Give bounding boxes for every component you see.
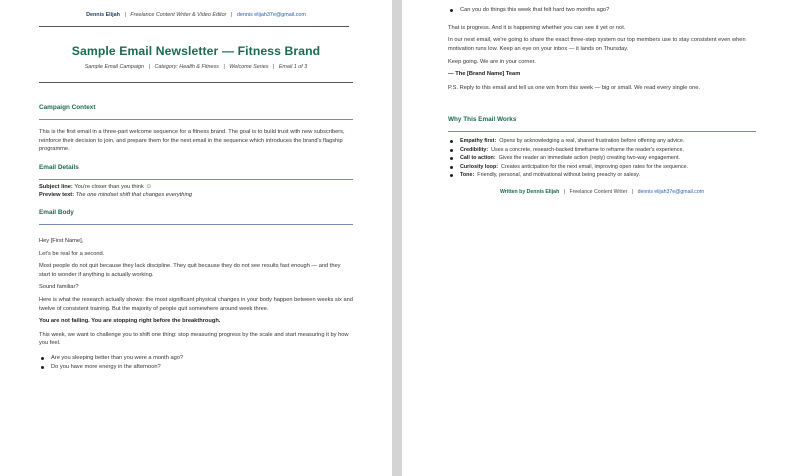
list-item: Tone: Friendly, personal, and motivational without being preachy or salesy. bbox=[448, 171, 756, 179]
author-email-link[interactable]: dennis elijah37e@gmail.com bbox=[236, 12, 306, 18]
list-item: Call to action: Gives the reader an immediate action (reply) creating two-way engagement. bbox=[448, 154, 756, 162]
email-greeting: Hey [First Name], bbox=[39, 237, 84, 244]
subtitle-series: Welcome Series bbox=[229, 64, 269, 70]
list-item: Credibility: Uses a concrete, research-backed timeframe to reframe the reader's experience. bbox=[448, 146, 756, 154]
author-name: Dennis Elijah bbox=[86, 12, 120, 18]
document-footer: Written by Dennis Elijah | Freelance Content Writer | dennis elijah37e@gmail.com bbox=[499, 189, 705, 196]
preview-text-line bbox=[39, 191, 353, 200]
email-postscript: P.S. Reply to this email and tell us one win from this week — big or small. We read every single one. bbox=[448, 84, 701, 91]
section-rule bbox=[448, 131, 756, 132]
email-paragraph: Keep going. We are in your corner. bbox=[448, 58, 536, 65]
why-works-list bbox=[448, 137, 756, 179]
email-paragraph: Most people do not quit because they lack discipline. They quit because they do not see results fast enough — and they start to wonder if anything is actually working. bbox=[39, 263, 341, 278]
author-role: Freelance Content Writer & Video Editor bbox=[130, 12, 227, 18]
page-gap bbox=[392, 0, 402, 476]
section-rule bbox=[39, 224, 353, 225]
list-item: Do you have more energy in the afternoon? bbox=[39, 363, 353, 372]
subject-label: Subject line: bbox=[39, 183, 73, 190]
subtitle-campaign: Sample Email Campaign bbox=[84, 64, 145, 70]
email-signoff: — The [Brand Name] Team bbox=[448, 71, 521, 78]
preview-label: Preview text: bbox=[39, 192, 75, 199]
header-byline: Dennis Elijah | Freelance Content Writer & Video Editor | dennis elijah37e@gmail.com bbox=[86, 12, 306, 18]
document-page-2 bbox=[402, 0, 800, 476]
email-paragraph: Here is what the research actually shows: the most significant physical changes in your body happen between weeks six and twelve of consistent training. But the majority of people quit somewhere around week three. bbox=[39, 296, 353, 312]
section-heading-campaign-context: Campaign Context bbox=[39, 104, 96, 111]
document-title: Sample Email Newsletter — Fitness Brand bbox=[71, 44, 321, 58]
smile-icon: ☺ bbox=[145, 182, 153, 190]
document-page-1 bbox=[0, 0, 392, 476]
footer-email-link[interactable]: dennis elijah37e@gmail.com bbox=[637, 189, 705, 196]
subject-value: You're closer than you think bbox=[74, 183, 144, 190]
list-item: Curiosity loop: Creates anticipation for the next email, improving open rates for the sequence. bbox=[448, 163, 756, 171]
list-item: Empathy first: Opens by acknowledging a real, shared frustration before offering any advice. bbox=[448, 137, 756, 145]
preview-value: The one mindset shift that changes everything bbox=[75, 192, 193, 199]
email-paragraph: In our next email, we're going to share the exact three-step system our top members use to stay consistent even when motivation runs low. Keep an eye on your inbox — it lands on Thursday. bbox=[448, 37, 746, 52]
section-rule bbox=[39, 119, 353, 120]
campaign-context-text: This is the first email in a three-part welcome sequence for a fitness brand. The goal is to build trust with new subscribers, reinforce their decision to join, and prepare them for the next email in the sequence which introduces the brand's flagship programme. bbox=[39, 129, 345, 153]
email-paragraph: This week, we want to challenge you to shift one thing: stop measuring progress by the scale and start measuring it by how you feel. bbox=[39, 331, 349, 347]
footer-role: Freelance Content Writer bbox=[569, 189, 628, 196]
subject-line bbox=[39, 183, 353, 192]
subtitle-category: Category: Health & Fitness bbox=[154, 64, 219, 70]
list-item: Can you do things this week that felt hard two months ago? bbox=[448, 6, 756, 15]
subtitle-position: Email 1 of 3 bbox=[278, 64, 308, 70]
email-paragraph: That is progress. And it is happening whether you can see it yet or not. bbox=[448, 24, 626, 31]
email-paragraph: Sound familiar? bbox=[39, 284, 79, 291]
progress-question-list bbox=[39, 354, 353, 372]
email-paragraph: Let's be real for a second. bbox=[39, 250, 105, 257]
document-subtitle: Sample Email Campaign | Category: Health & Fitness | Welcome Series | Email 1 of 3 bbox=[84, 64, 308, 70]
header-rule bbox=[39, 26, 349, 27]
list-item: Are you sleeping better than you were a month ago? bbox=[39, 354, 353, 363]
progress-question-list-continued bbox=[448, 6, 756, 15]
title-rule bbox=[39, 82, 353, 83]
footer-author: Written by Dennis Elijah bbox=[499, 189, 560, 196]
section-heading-why-works: Why This Email Works bbox=[448, 116, 517, 124]
section-heading-email-body: Email Body bbox=[39, 208, 74, 216]
section-rule bbox=[39, 179, 353, 180]
section-heading-email-details: Email Details bbox=[39, 163, 79, 171]
email-paragraph-bold: You are not failing. You are stopping right before the breakthrough. bbox=[39, 318, 221, 325]
